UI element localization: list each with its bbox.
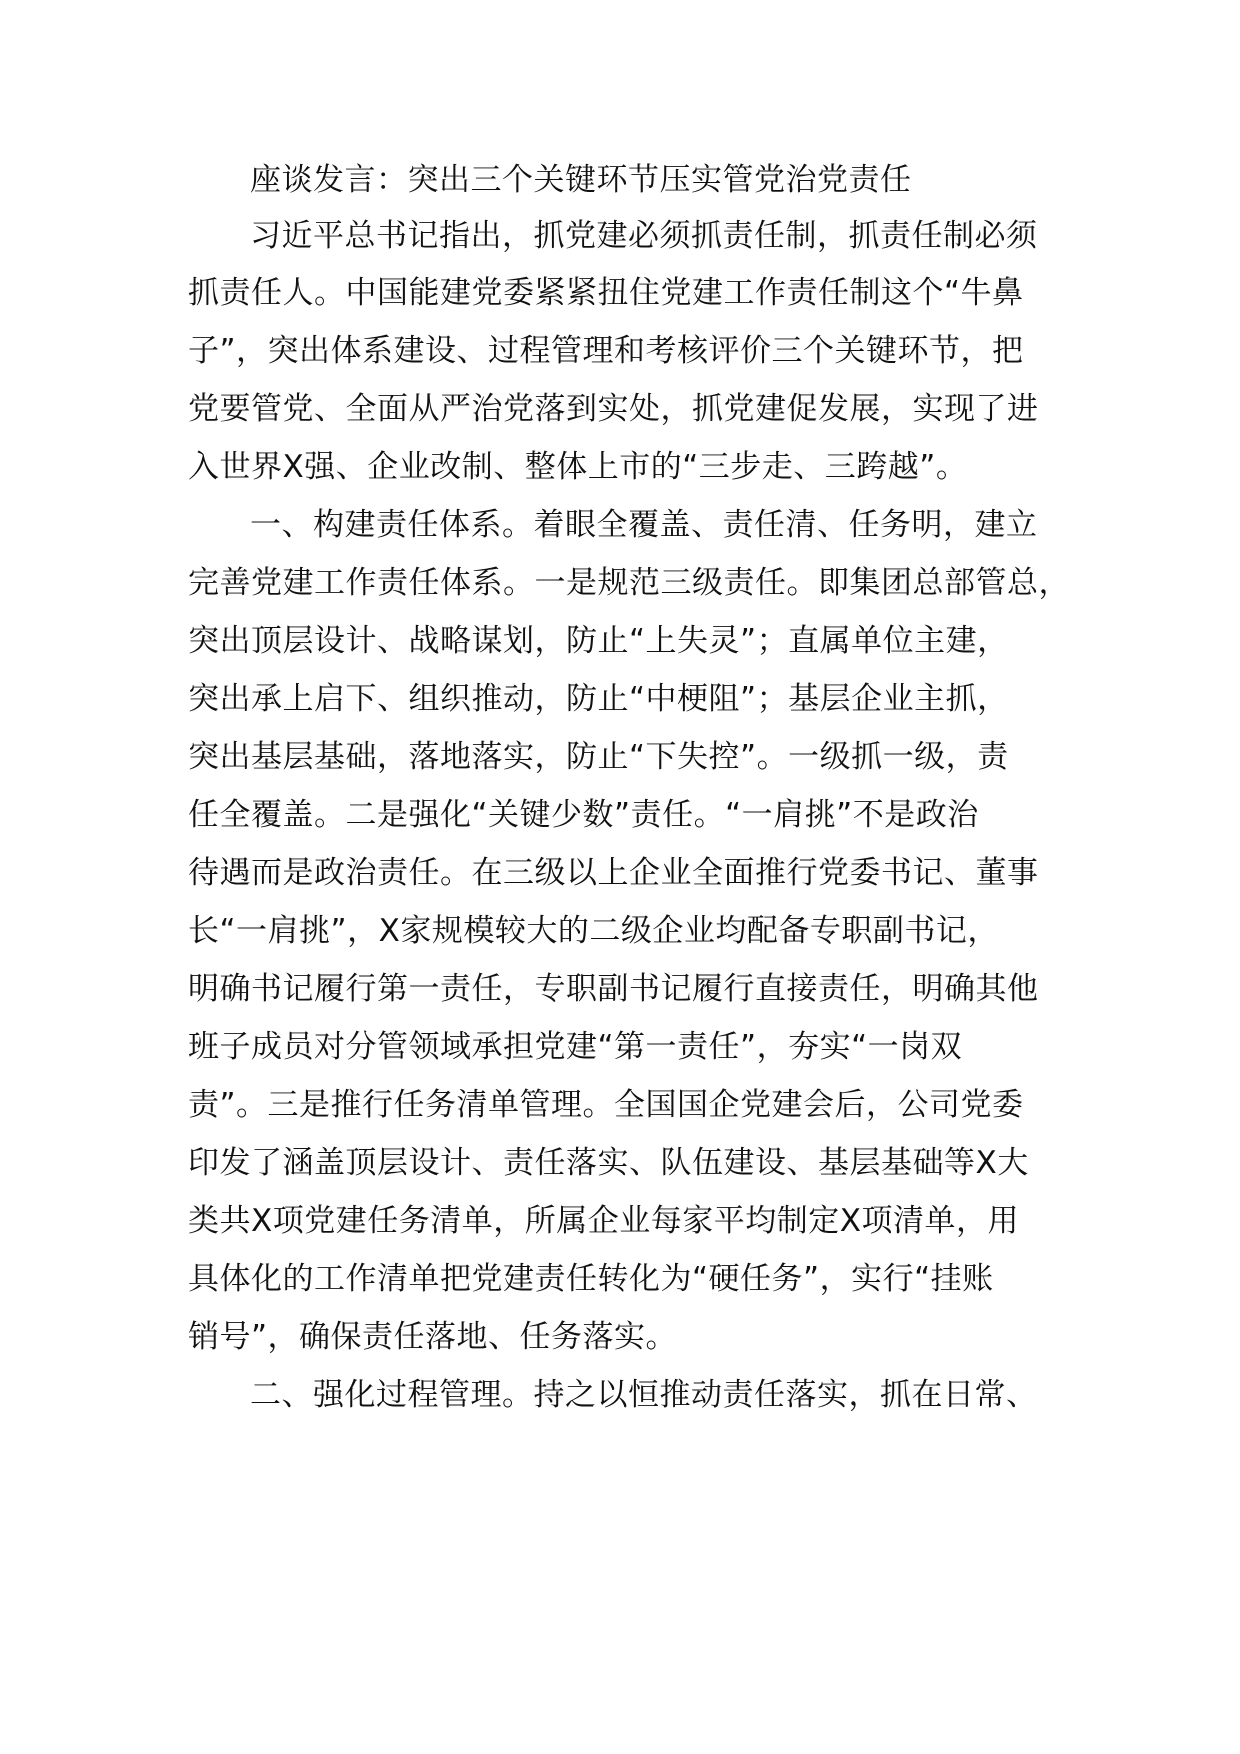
section-heading-line: 一、构建责任体系。着眼全覆盖、责任清、任务明，建立 bbox=[250, 507, 1038, 543]
paragraph-line: 长“一肩挑”，X家规模较大的二级企业均配备专职副书记， bbox=[188, 913, 999, 949]
paragraph-line: 待遇而是政治责任。在三级以上企业全面推行党委书记、董事 bbox=[188, 855, 1039, 891]
paragraph-line: 任全覆盖。二是强化“关键少数”责任。“一肩挑”不是政治 bbox=[188, 797, 979, 833]
section-heading-line: 二、强化过程管理。持之以恒推动责任落实，抓在日常、 bbox=[250, 1377, 1038, 1413]
paragraph-line: 突出承上启下、组织推动，防止“中梗阻”；基层企业主抓， bbox=[188, 681, 1009, 717]
paragraph-line: 入世界X强、企业改制、整体上市的“三步走、三跨越”。 bbox=[188, 449, 968, 485]
document-title: 座谈发言：突出三个关键环节压实管党治党责任 bbox=[250, 162, 912, 198]
paragraph-line: 具体化的工作清单把党建责任转化为“硬任务”，实行“挂账 bbox=[188, 1261, 994, 1297]
paragraph-line: 责”。三是推行任务清单管理。全国国企党建会后，公司党委 bbox=[188, 1087, 1024, 1123]
paragraph-line: 突出基层基础，落地落实，防止“下失控”。一级抓一级，责 bbox=[188, 739, 1009, 775]
paragraph-line: 班子成员对分管领域承担党建“第一责任”，夯实“一岗双 bbox=[188, 1029, 963, 1065]
paragraph-line: 抓责任人。中国能建党委紧紧扭住党建工作责任制这个“牛鼻 bbox=[188, 275, 1024, 311]
paragraph-line: 明确书记履行第一责任，专职副书记履行直接责任，明确其他 bbox=[188, 971, 1039, 1007]
paragraph-line: 子”，突出体系建设、过程管理和考核评价三个关键环节，把 bbox=[188, 333, 1024, 369]
paragraph-line: 完善党建工作责任体系。一是规范三级责任。即集团总部管总， bbox=[188, 565, 1070, 601]
paragraph-line: 销号”，确保责任落地、任务落实。 bbox=[188, 1319, 678, 1355]
paragraph-line: 党要管党、全面从严治党落到实处，抓党建促发展，实现了进 bbox=[188, 391, 1039, 427]
paragraph-line: 类共X项党建任务清单，所属企业每家平均制定X项清单，用 bbox=[188, 1203, 1019, 1239]
paragraph-line: 印发了涵盖顶层设计、责任落实、队伍建设、基层基础等X大 bbox=[188, 1145, 1029, 1181]
paragraph-line: 习近平总书记指出，抓党建必须抓责任制，抓责任制必须 bbox=[250, 218, 1038, 254]
paragraph-line: 突出顶层设计、战略谋划，防止“上失灵”；直属单位主建， bbox=[188, 623, 1009, 659]
